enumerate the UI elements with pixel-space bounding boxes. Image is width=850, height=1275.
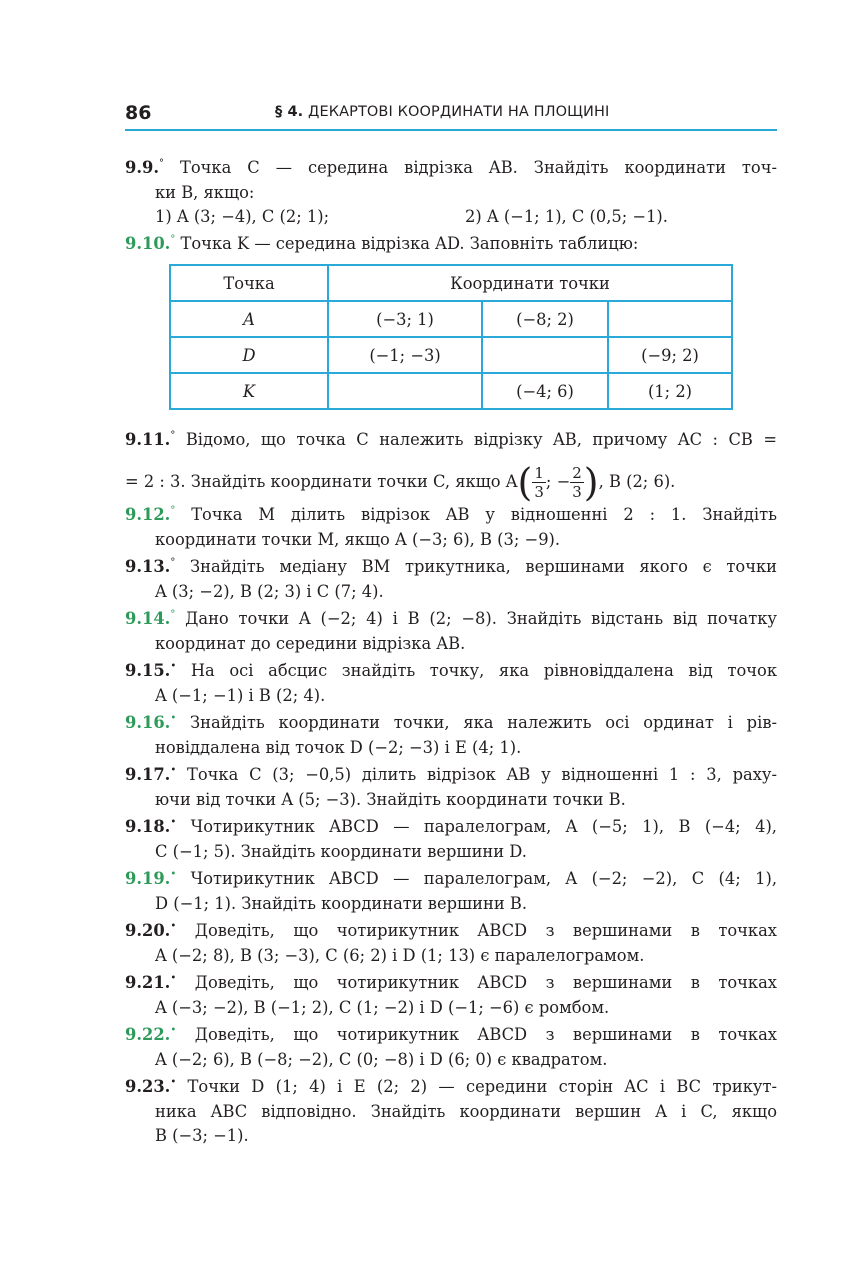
header-cell: Координати точки [328,265,732,301]
task-text: Чотирикутник ABCD — паралелограм, A (−2; −2), C (4; 1), [190,869,777,888]
running-head [275,104,609,120]
task-number: 9.16.• [125,713,177,732]
table-header-row [170,265,732,301]
task-text: новіддалена від точок D (−2; −3) і E (4; 1). [155,737,522,757]
page-header [125,100,777,128]
task-9-18 [125,811,777,864]
task-text: Відомо, що точка C належить відрізку AB, причому AC : CB = [185,430,777,449]
table-cell: K [170,373,328,409]
task-number: 9.22.• [125,1025,177,1044]
task-number: 9.21.• [125,973,177,992]
task-text: A (3; −2), B (2; 3) і C (7; 4). [155,581,384,601]
task-text: Доведіть, що чотирикутник ABCD з вершинами в точках [194,973,777,992]
task-number: 9.12.° [125,505,176,524]
task-text: Точка K — середина відрізка AD. Заповніть таблицю: [180,234,639,253]
task-number: 9.15.• [125,661,177,680]
task-text: Доведіть, що чотирикутник ABCD з вершинами в точках [194,921,777,940]
task-text: На осі абсцис знайдіть точку, яка рівновіддалена від точок [190,661,777,680]
header-cell: Точка [170,265,328,301]
coordinates-table [169,264,733,410]
task-number: 9.23.• [125,1077,177,1096]
task-number: 9.19.• [125,869,177,888]
task-9-13 [125,551,777,604]
task-text: A (−2; 8), B (3; −3), C (6; 2) і D (1; 13) є паралелограмом. [155,945,645,965]
task-9-20 [125,915,777,968]
task-text: D (−1; 1). Знайдіть координати вершини B. [155,893,528,913]
table-cell [328,373,482,409]
task-text: ючи від точки A (5; −3). Знайдіть координати точки B. [155,789,626,809]
task-number: 9.14.° [125,609,176,628]
fraction: $\frac{2}{3}$ [572,463,582,501]
task-text: Чотирикутник ABCD — паралелограм, A (−5; 1), B (−4; 4), [190,817,777,836]
task-line [125,152,777,181]
table-cell: (1; 2) [608,373,732,409]
task-text: C (−1; 5). Знайдіть координати вершини D. [155,841,527,861]
section-title: ДЕКАРТОВІ КООРДИНАТИ НА ПЛОЩИНІ [308,104,610,120]
task-9-12 [125,499,777,552]
task-number: 9.13.° [125,557,176,576]
task-9-22 [125,1019,777,1072]
table-cell [482,337,608,373]
task-text: координат до середини відрізка AB. [155,633,466,653]
page-number: 86 [125,102,152,124]
task-text: Точка C — середина відрізка AB. Знайдіть координати точ- [179,158,777,177]
task-text: ника ABC відповідно. Знайдіть координати вершин A і C, якщо [155,1101,777,1121]
table-cell: (−4; 6) [482,373,608,409]
task-9-10 [125,228,777,257]
task-text: Точки D (1; 4) і E (2; 2) — середини сторін AC і BC трикут- [187,1077,777,1096]
task-number: 9.20.• [125,921,177,940]
task-text: Дано точки A (−2; 4) і B (2; −8). Знайдіть відстань від початку [185,609,777,628]
task-text: A (−3; −2), B (−1; 2), C (1; −2) і D (−1; −6) є ромбом. [155,997,610,1017]
table-cell: (−8; 2) [482,301,608,337]
task-text: Знайдіть координати точки, яка належить осі ординат і рів- [190,713,777,732]
option-2: 2) A (−1; 1), C (0,5; −1). [465,207,668,226]
section-label: § 4. [275,104,304,120]
fraction: $\frac{1}{3}$ [534,463,544,501]
header-rule [125,129,777,131]
table-row [170,301,732,337]
task-9-17 [125,759,777,812]
table-row [170,373,732,409]
task-number: 9.10.° [125,234,176,253]
table-cell: (−3; 1) [328,301,482,337]
table-cell [608,301,732,337]
task-formula-line: = 2 : 3. Знайдіть координати точки C, якщо A( $\frac{1}{3}$ ; − $\frac{2}{3}$ ), B (2; 6). [125,460,676,504]
task-text: A (−1; −1) і B (2; 4). [155,685,326,705]
task-9-9 [125,152,777,230]
task-9-16 [125,707,777,760]
task-9-15 [125,655,777,708]
table-cell: D [170,337,328,373]
table-cell: (−1; −3) [328,337,482,373]
task-text: Доведіть, що чотирикутник ABCD з вершинами в точках [194,1025,777,1044]
task-text: координати точки M, якщо A (−3; 6), B (3; −9). [155,529,561,549]
task-text: = 2 : 3. Знайдіть координати точки C, якщо A [125,471,518,491]
option-1: 1) A (3; −4), C (2; 1); [155,207,330,226]
task-9-23 [125,1071,777,1149]
task-number: 9.18.• [125,817,177,836]
task-number: 9.9.° [125,158,164,177]
task-9-21 [125,967,777,1020]
task-number: 9.17.• [125,765,177,784]
task-text: ки B, якщо: [155,182,255,202]
task-text: Точка C (3; −0,5) ділить відрізок AB у відношенні 1 : 3, раху- [187,765,777,784]
task-text: B (−3; −1). [155,1126,249,1145]
task-9-14 [125,603,777,656]
table-row [170,337,732,373]
table-cell: (−9; 2) [608,337,732,373]
task-number: 9.11.° [125,430,176,449]
task-text: Точка M ділить відрізок AB у відношенні 2 : 1. Знайдіть [191,505,777,524]
task-9-11 [125,424,777,505]
task-text: Знайдіть медіану BM трикутника, вершинами якого є точки [190,557,777,576]
task-text: A (−2; 6), B (−8; −2), C (0; −8) і D (6; 0) є квадратом. [155,1049,608,1069]
task-9-19 [125,863,777,916]
task-options [125,205,777,230]
table-cell: A [170,301,328,337]
